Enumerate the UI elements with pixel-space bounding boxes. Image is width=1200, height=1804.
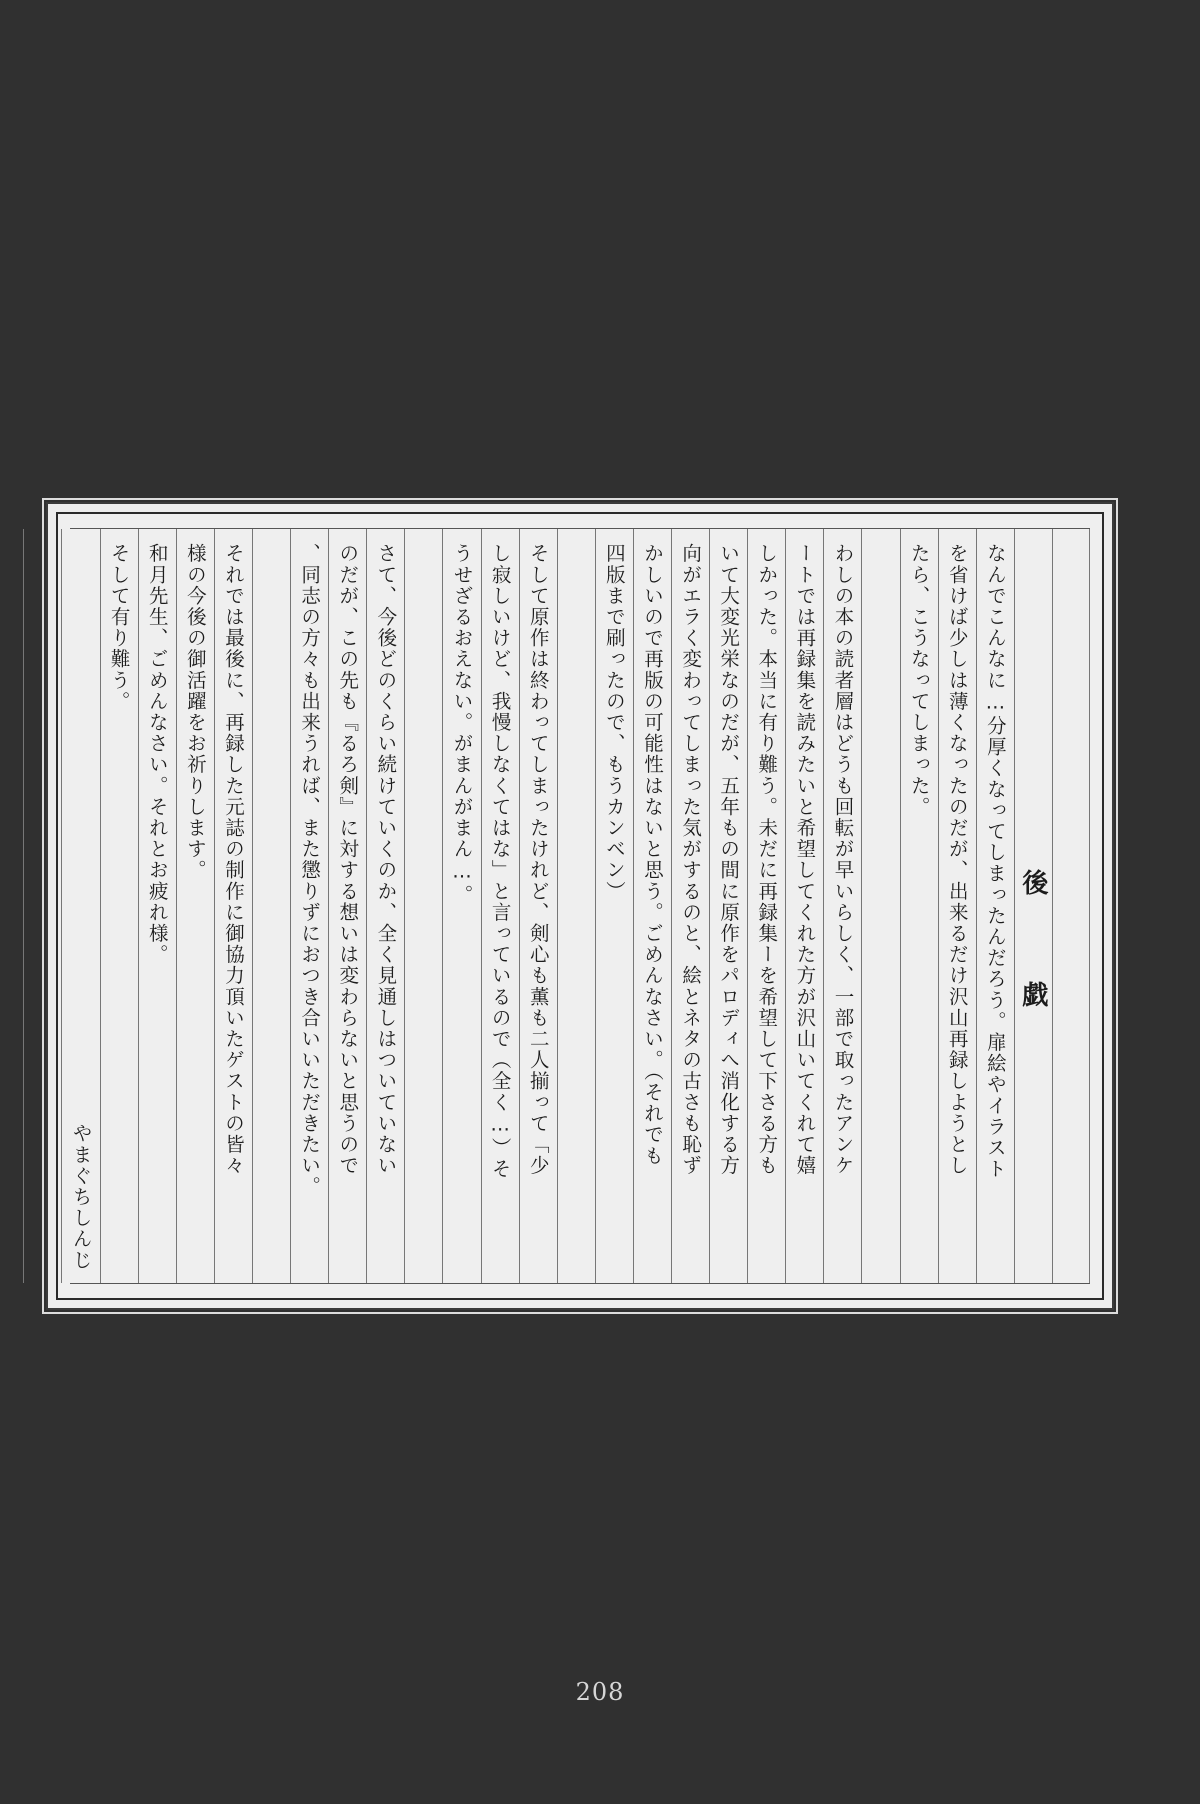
signature-column	[61, 529, 99, 1283]
text-column	[252, 529, 290, 1283]
text-column	[557, 529, 595, 1283]
text-column: し寂しいけど、我慢しなくてはな」と言っているので（全く…）そ	[481, 529, 519, 1283]
text-column: そして原作は終わってしまったけれど、剣心も薫も二人揃って「少	[519, 529, 557, 1283]
text-column: のだが、この先も『るろ剣』に対する想いは変わらないと思うので	[328, 529, 366, 1283]
page-number: 208	[575, 1678, 625, 1706]
text-column: 和月先生、ごめんなさい。それとお疲れ様。	[138, 529, 176, 1283]
text-column: を省けば少しは薄くなったのだが、出来るだけ沢山再録しようとし	[938, 529, 976, 1283]
text-column: 様の今後の御活躍をお祈りします。	[176, 529, 214, 1283]
text-column: 四版まで刷ったので、もうカンベン）	[595, 529, 633, 1283]
text-column	[861, 529, 899, 1283]
text-column: ートでは再録集を読みたいと希望してくれた方が沢山いてくれて嬉	[785, 529, 823, 1283]
text-column: わしの本の読者層はどうも回転が早いらしく、一部で取ったアンケ	[823, 529, 861, 1283]
afterword-frame	[56, 512, 1104, 1300]
blank-column	[1052, 529, 1090, 1283]
text-column: たら、こうなってしまった。	[900, 529, 938, 1283]
text-column: しかった。本当に有り難う。未だに再録集ーを希望して下さる方も	[747, 529, 785, 1283]
vertical-text-columns	[70, 528, 1090, 1284]
text-column	[404, 529, 442, 1283]
author-signature: やまぐちしんじ	[69, 1123, 93, 1271]
text-column: なんでこんなに…分厚くなってしまったんだろう。扉絵やイラスト	[976, 529, 1014, 1283]
text-column: そして有り難う。	[100, 529, 138, 1283]
text-column: 、同志の方々も出来うれば、また懲りずにおつき合いいただきたい。	[290, 529, 328, 1283]
text-column: 向がエラく変わってしまった気がするのと、絵とネタの古さも恥ず	[671, 529, 709, 1283]
afterword-panel	[46, 502, 1114, 1310]
afterword-heading: 後 戯	[1014, 529, 1052, 1283]
text-column: かしいので再版の可能性はないと思う。ごめんなさい。（それでも	[633, 529, 671, 1283]
text-column	[23, 529, 61, 1283]
text-column: いて大変光栄なのだが、五年もの間に原作をパロディへ消化する方	[709, 529, 747, 1283]
text-column: さて、今後どのくらい続けていくのか、全く見通しはついていない	[366, 529, 404, 1283]
text-column: それでは最後に、再録した元誌の制作に御協力頂いたゲストの皆々	[214, 529, 252, 1283]
text-column: うせざるおえない。がまんがまん…。	[442, 529, 480, 1283]
